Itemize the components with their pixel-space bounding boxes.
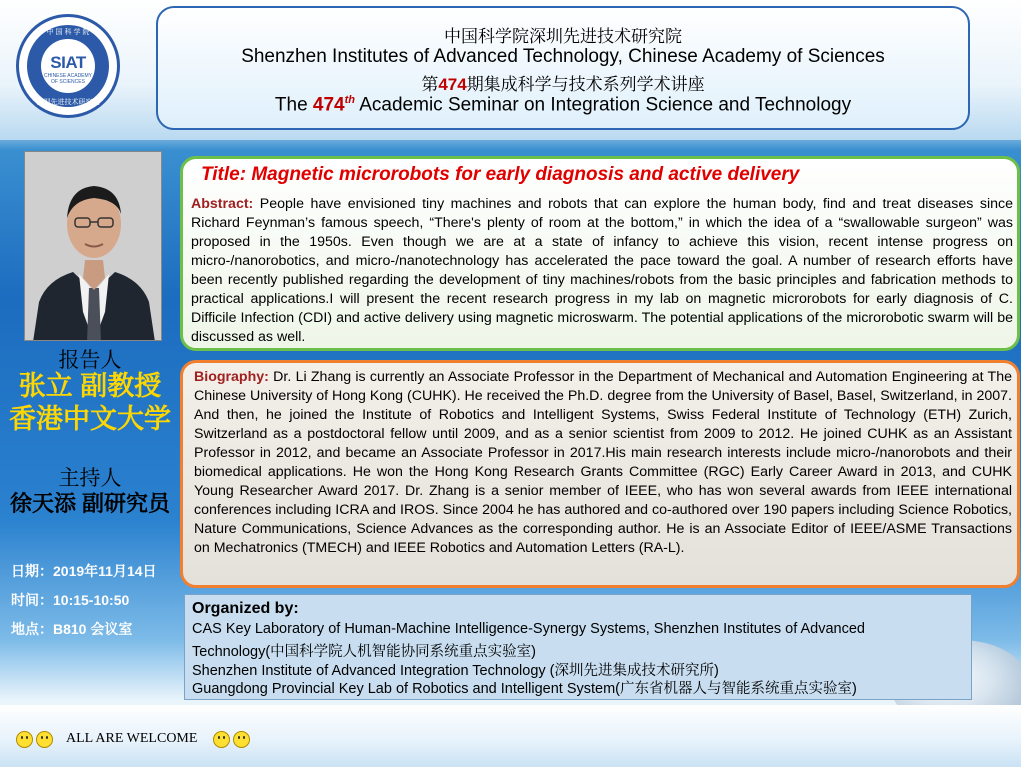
speaker-name: [0, 370, 180, 436]
abstract-box: [180, 156, 1020, 351]
host-role-label: 主持人: [58, 467, 122, 490]
seminar-location: 地点：B810 会议室: [11, 621, 133, 637]
seminar-title-en: The 474th Academic Seminar on Integration Science and Technology: [274, 94, 852, 116]
institute-name-cn: 中国科学院深圳先进技术研究院: [444, 27, 682, 46]
organizer-line-3: Shenzhen Institute of Advanced Integration Technology (深圳先进集成技术研究所): [192, 663, 719, 679]
seminar-title-cn: 第474期集成科学与技术系列学术讲座: [421, 75, 705, 94]
institute-name-en: Shenzhen Institutes of Advanced Technology, Chinese Academy of Sciences: [241, 46, 885, 67]
speaker-name-title: 张立 副教授: [18, 371, 162, 401]
welcome-message: ALL ARE WELCOME: [66, 731, 198, 746]
talk-title: Title: Magnetic microrobots for early diagnosis and active delivery: [201, 164, 800, 185]
logo-ring-bottom-text: 深圳先进技术研究院: [36, 99, 100, 106]
siat-logo: [16, 14, 120, 118]
smiley-icon: [16, 731, 33, 748]
logo-ring-top-text: 中 国 科 学 院: [46, 29, 90, 36]
organizer-line-4: Guangdong Provincial Key Lab of Robotics and Intelligent System(广东省机器人与智能系统重点实验室): [192, 681, 857, 697]
seminar-number-en: 474: [312, 94, 345, 116]
host-name: 徐天添 副研究员: [9, 491, 171, 516]
speaker-photo: [24, 151, 162, 341]
seminar-time: 时间：10:15-10:50: [11, 592, 130, 608]
seminar-date: 日期：2019年11月14日: [11, 563, 157, 579]
organizer-line-2: Technology(中国科学院人机智能协同系统重点实验室): [192, 644, 537, 660]
organizers-title: Organized by:: [192, 600, 299, 617]
abstract-paragraph: [191, 195, 1013, 347]
biography-box: [180, 360, 1020, 588]
seminar-number: 474: [438, 75, 467, 94]
speaker-affiliation: 香港中文大学: [9, 404, 171, 434]
logo-subtext: CHINESE ACADEMY OF SCIENCES: [43, 73, 93, 85]
biography-text: Dr. Li Zhang is currently an Associate Professor in the Department of Mechanical and Automation Engineering at The Chinese University of Hong Kong (CUHK). He received the Ph.D. degree from the University of Basel, Basel, Switzerland, in 2007. And then, he joined the Institute of Robotics and Intelligent Systems, Swiss Federal Institute of Technology (ETH) Zurich, Switzerland as a postdoctoral fellow until 2009, and as a senior scientist from 2009 to 2012. He joined CUHK as an Assistant Professor in 2012, and became an Associate Professor in 2017.His main research interests include micro-/nanorobots and their biomedical applications. He won the Hong Kong Research Grants Committee (RGC) Early Career Award in 2013, and CUHK Young Researcher Award 2017. Dr. Zhang is a senior member of IEEE, who has won several awards from IEEE international conferences including ICRA and IROS. Since 2004 he has authored and co-authored over 190 papers including Science Robotics, Nature Communications, Science Advances as the corresponding author. He is an Associate Editor of IEEE/ASME Transactions on Mechatronics (TMECH) and IEEE Robotics and Automation Letters (RA-L).: [194, 369, 1012, 556]
biography-label: Biography:: [194, 369, 269, 385]
seminar-title-box: [156, 6, 970, 130]
organizers-box: [184, 594, 972, 700]
logo-ring: [27, 25, 109, 107]
biography-paragraph: [194, 368, 1012, 558]
smiley-icon: [233, 731, 250, 748]
abstract-text: People have envisioned tiny machines and robots that can explore the human body, find and treat diseases since Richard Feynman’s famous speech, “There's plenty of room at the bottom,” in which the idea of a “swallowable surgeon” was proposed in the 1950s. Even though we are at a state of infancy to achieve this vision, recent intense progress on micro-/nanorobotics, and micro-/nanotechnology has accelerated the pace toward the goal. A number of research efforts have been recently published regarding the development of tiny machines/robots from the basic principles and fabrication methods to practical applications.I will present the recent research progress in my lab on magnetic microrobots for early diagnosis of C. Difficile Infection (CDI) and active delivery using magnetic microswarm. The potential applications of the microrobotic swarm will be discussed as well.: [191, 196, 1013, 345]
abstract-label: Abstract:: [191, 196, 254, 212]
smiley-icon: [213, 731, 230, 748]
organizer-line-1: CAS Key Laboratory of Human-Machine Intelligence-Synergy Systems, Shenzhen Institutes of Advanced: [192, 621, 865, 637]
speaker-role-label: 报告人: [58, 349, 122, 372]
speaker-portrait-image: [25, 152, 162, 341]
smiley-icon: [36, 731, 53, 748]
logo-text: SIAT: [50, 53, 86, 72]
logo-core: [41, 39, 95, 93]
